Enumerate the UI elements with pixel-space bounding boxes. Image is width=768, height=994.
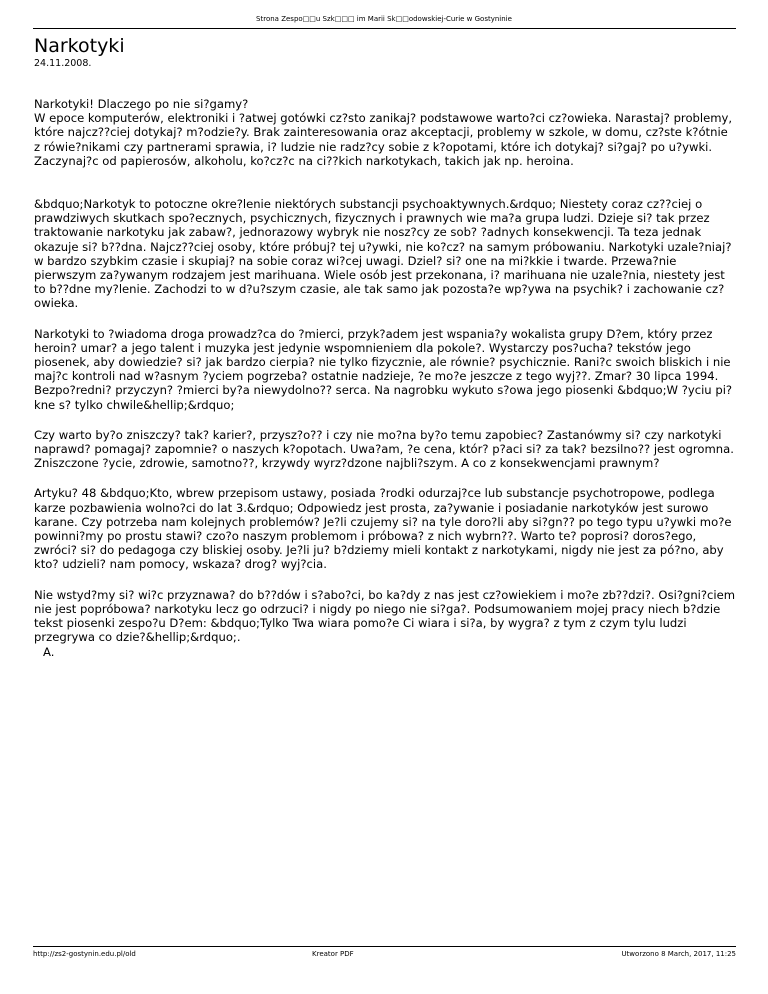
footer-divider bbox=[33, 946, 736, 947]
paragraph: Artyku? 48 &bdquo;Kto, wbrew przepisom ustawy, posiada ?rodki odurzaj?ce lub substancje psychotropowe, podlega karze pozbawienia wolno?ci do lat 3.&rdquo; Odpowiedz jest prosta, za?ywanie i posiadanie narkotyków jest surowo karane. Czy potrzeba nam kolejnych problemów? Je?li czujemy si? na tyle doro?li aby si?gn?? po tego typu u?ywki mo?e powinni?my po prostu stawi? czo?o naszym problemom i próbowa? z nich wybrn??. Warto te? poprosi? doros?ego, zwróci? si? do pedagoga czy bliskiej osoby. Je?li ju? b?dziemy mieli kontakt z narkotykami, nigdy nie jest za pó?no, aby kto? udzieli? nam pomocy, wskaza? drog? wyj?cia. bbox=[34, 486, 732, 572]
signature: A. bbox=[43, 644, 55, 659]
paragraph-intro: Narkotyki! Dlaczego po nie si?gamy? W epoce komputerów, elektroniki i ?atwej gotówki cz?sto zanikaj? podstawowe warto?ci cz?owieka. Narastaj? problemy, które najcz??ciej dotykaj? m?odzie?y. Brak zainteresowania oraz akceptacji, problemy w szkole, w domu, cz?ste k?ótnie z rówie?nikami czy partnerami sprawia, i? ludzie nie radz?cy sobie z k?opotami, które ich dotykaj? si?gaj? po u?ywki. Zaczynaj?c od papierosów, alkoholu, ko?cz?c na ci??kich narkotykach, takich jak np. heroina. bbox=[34, 97, 733, 168]
article-title: Narkotyki bbox=[34, 35, 125, 57]
article-body bbox=[34, 97, 737, 659]
page-header: Strona Zespo□□u Szk□□□ im Marii Sk□□odowskiej-Curie w Gostyninie bbox=[256, 15, 512, 23]
footer-generator: Kreator PDF bbox=[312, 950, 354, 958]
article-date: 24.11.2008. bbox=[34, 58, 92, 69]
paragraph: Nie wstyd?my si? wi?c przyznawa? do b??dów i s?abo?ci, bo ka?dy z nas jest cz?owiekiem i mo?e zb??dzi?. Osi?gni?ciem nie jest popróbowa? narkotyku lecz go odrzuci? i nigdy po niego nie si?ga?. Podsumowaniem mojej pracy niech b?dzie tekst piosenki zespo?u D?em: &bdquo;Tylko Twa wiara pomo?e Ci wiara i si?a, by wygra? z tym z czym tylu ludzi przegrywa co dzie?&hellip;&rdquo;. bbox=[34, 587, 736, 645]
paragraph: &bdquo;Narkotyk to potoczne okre?lenie niektórych substancji psychoaktywnych.&rdquo; Niestety coraz cz??ciej o prawdziwych skutkach spo?ecznych, psychicznych, fizycznych i prawnych wie ma?a grupa ludzi. Dzieje si? tak przez traktowanie narkotyku jak zabaw?, jednorazowy wybryk nie nosz?cy ze sob? ?adnych konsekwencji. Ta teza jednak okazuje si? b??dna. Najcz??ciej osoby, które próbuj? tej u?ywki, nie ko?cz? na samym próbowaniu. Narkotyki uzale?niaj? w bardzo szybkim czasie i skupiaj? na sobie coraz wi?cej uwagi. Dziel? si? one na mi?kkie i twarde. Przewa?nie pierwszym za?ywanym rodzajem jest marihuana. Wiele osób jest przekonana, i? marihuana nie uzale?nia, niestety jest to b??dne my?lenie. Zachodzi to w d?u?szym czasie, ale tak samo jak pozosta?e wp?ywa na psychik? i zachowanie cz?owieka. bbox=[34, 197, 732, 311]
paragraph: Narkotyki to ?wiadoma droga prowadz?ca do ?mierci, przyk?adem jest wspania?y wokalista grupy D?em, który przez heroin? umar? a jego talent i muzyka jest jedynie wspomnieniem dla pokole?. Wystarczy pos?ucha? tekstów jego piosenek, aby dowiedzie? si? jak bardzo cierpia? nie tylko fizycznie, ale równie? psychicznie. Rani?c swoich bliskich i nie maj?c kontroli nad w?asnym ?yciem pogrzeba? ostatnie nadzieje, ?e mo?e jeszcze z tego wyj??. Zmar? 30 lipca 1994. Bezpo?redni? przyczyn? ?mierci by?a niewydolno?? serca. Na nagrobku wykuto s?owa jego piosenki &bdquo;W ?yciu pi?kne s? tylko chwile&hellip;&rdquo; bbox=[34, 326, 733, 412]
paragraph: Czy warto by?o zniszczy? tak? karier?, przysz?o?? i czy nie mo?na by?o temu zapobiec? Zastanówmy si? czy narkotyki naprawd? pomagaj? zapomnie? o naszych k?opotach. Uwa?am, ?e cena, któr? p?aci si? za tak? bezsilno?? jest ogromna. Zniszczone ?ycie, zdrowie, samotno??, krzywdy wyrz?dzone najbli?szym. A co z konsekwencjami prawnym? bbox=[34, 427, 734, 471]
footer-url[interactable]: http://zs2-gostynin.edu.pl/old bbox=[33, 950, 136, 958]
header-divider bbox=[33, 28, 736, 29]
footer-created-date: Utworzono 8 March, 2017, 11:25 bbox=[621, 950, 736, 958]
